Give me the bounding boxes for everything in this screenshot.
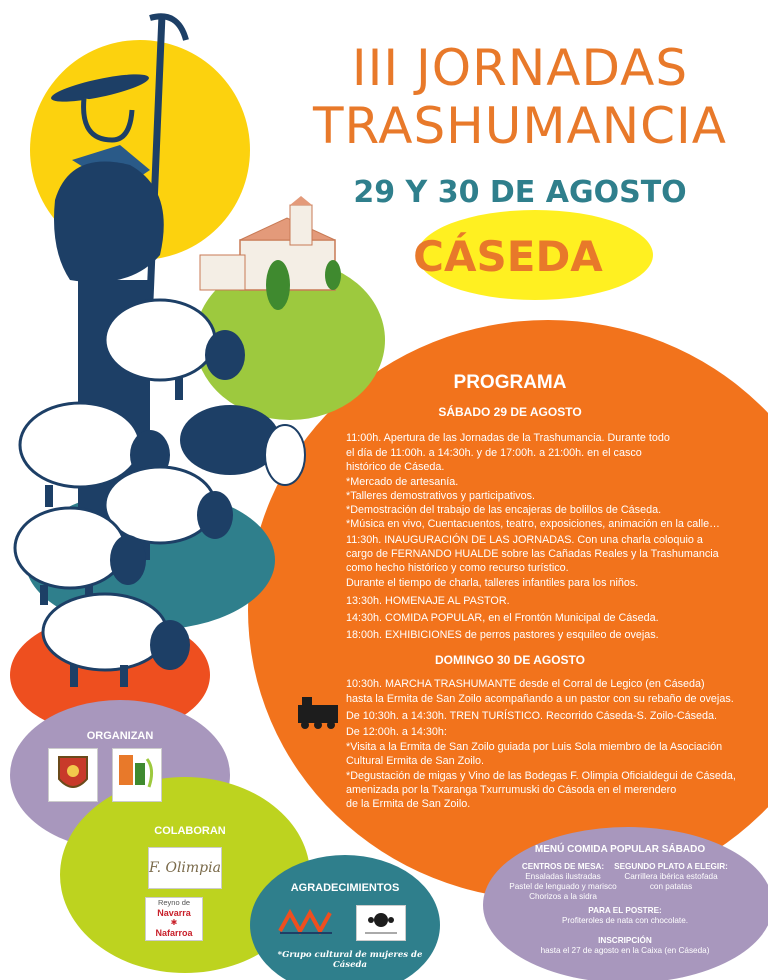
zigzag-mark-icon: [276, 905, 336, 939]
olimpia-logo: [148, 847, 222, 889]
saturday-line: histórico de Cáseda.: [346, 461, 445, 473]
sunday-line: De 12:00h. a 14:30h:: [346, 726, 447, 738]
reyno-text: Reyno de: [157, 898, 191, 907]
saturday-line: *Música en vivo, Cuentacuentos, teatro, exposiciones, animación en la calle…: [346, 518, 720, 530]
centros-heading: CENTROS DE MESA:: [521, 862, 605, 871]
olimpia-logo-text: F. Olimpia: [149, 860, 221, 876]
sunday-line: de la Ermita de San Zoilo.: [346, 798, 471, 810]
sunday-line: Cultural Ermita de San Zoilo.: [346, 755, 485, 767]
segundo-item: con patatas: [649, 882, 693, 891]
centros-item: Chorizos a la sidra: [529, 892, 597, 901]
reyno-navarra-logo: [145, 897, 203, 941]
centros-column: [508, 862, 618, 902]
saturday-line: el día de 11:00h. a 14:30h. y de 17:00h. a 21:00h. en el casco: [346, 447, 642, 459]
postre-item: Profiteroles de nata con chocolate.: [561, 916, 689, 925]
mujeres-logo: [356, 905, 406, 941]
reyno-star-icon: ✱: [170, 918, 178, 927]
saturday-line: *Demostración del trabajo de las encajeras de bolillos de Cáseda.: [346, 504, 662, 516]
inscripcion-text: hasta el 27 de agosto en la Caixa (en Cáseda): [540, 946, 710, 955]
menu-title: MENÚ COMIDA POPULAR SÁBADO: [534, 844, 706, 855]
sunday-line: amenizada por la Txaranga Txurrumuski do Cásoda en el merendero: [346, 784, 677, 796]
grupo-cultural-logo: [276, 905, 336, 939]
colaboran-heading: COLABORAN: [154, 825, 226, 837]
asociacion-logo: [112, 748, 162, 802]
postre-label: PARA EL POSTRE:: [588, 906, 662, 915]
inscripcion-block: [500, 936, 750, 956]
asociacion-mark-icon: [113, 749, 161, 801]
sunday-line: De 10:30h. a 14:30h. TREN TURÍSTICO. Recorrido Cáseda-S. Zoilo-Cáseda.: [346, 710, 718, 722]
sunday-line: hasta la Ermita de San Zoilo acompañando a un pastor con su rebaño de ovejas.: [346, 693, 734, 705]
saturday-line: 13:30h. HOMENAJE AL PASTOR.: [346, 595, 510, 607]
saturday-line: 14:30h. COMIDA POPULAR, en el Frontón Municipal de Cáseda.: [346, 612, 659, 624]
navarra-text: Navarra: [157, 908, 191, 918]
postre-heading: [510, 906, 740, 926]
segundo-item: Carrillera ibérica estofada: [624, 872, 718, 881]
saturday-line: 11:30h. INAUGURACIÓN DE LAS JORNADAS. Con una charla coloquio a: [346, 534, 703, 546]
inscripcion-heading: INSCRIPCIÓN: [598, 936, 652, 945]
sunday-line: *Degustación de migas y Vino de las Bodegas F. Olimpia Oficialdegui de Cáseda,: [346, 770, 736, 782]
saturday-line: Durante el tiempo de charla, talleres infantiles para los niños.: [346, 577, 639, 589]
saturday-line: *Talleres demostrativos y participativos.: [346, 490, 536, 502]
programa-heading: PROGRAMA: [453, 372, 567, 393]
event-dates: 29 Y 30 DE AGOSTO: [353, 175, 687, 210]
town-name: CÁSEDA: [413, 232, 603, 281]
flower-mark-icon: [357, 906, 405, 940]
saturday-line: como hecho histórico y como recurso turístico.: [346, 562, 569, 574]
organizan-heading: ORGANIZAN: [86, 730, 154, 742]
segundo-heading: SEGUNDO PLATO A ELEGIR:: [614, 862, 728, 871]
title-line-1: III JORNADAS: [351, 39, 689, 97]
sunday-line: *Visita a la Ermita de San Zoilo guiada por Luis Sola miembro de la Asociación: [346, 741, 723, 753]
nafarroa-text: Nafarroa: [155, 928, 193, 938]
sunday-line: 10:30h. MARCHA TRASHUMANTE desde el Corral de Legico (en Cáseda): [346, 678, 705, 690]
sunday-heading: DOMINGO 30 DE AGOSTO: [434, 653, 586, 667]
centros-item: Ensaladas ilustradas: [525, 872, 601, 881]
saturday-line: *Mercado de artesanía.: [346, 476, 459, 488]
ayuntamiento-logo: [48, 748, 98, 802]
saturday-line: 11:00h. Apertura de las Jornadas de la Trashumancia. Durante todo: [346, 432, 670, 444]
title-line-2: TRASHUMANCIA: [312, 97, 727, 155]
centros-item: Pastel de lenguado y marisco: [509, 882, 617, 891]
agradecimientos-note: *Grupo cultural de mujeres de Cáseda: [277, 950, 423, 970]
crest-icon: [49, 749, 97, 801]
agradecimientos-heading: AGRADECIMIENTOS: [290, 882, 400, 894]
saturday-heading: SÁBADO 29 DE AGOSTO: [438, 405, 582, 419]
segundo-column: [612, 862, 730, 892]
saturday-line: cargo de FERNANDO HUALDE sobre las Cañadas Reales y la Trashumancia: [346, 548, 719, 560]
saturday-line: 18:00h. EXHIBICIONES de perros pastores y esquileo de ovejas.: [346, 629, 659, 641]
